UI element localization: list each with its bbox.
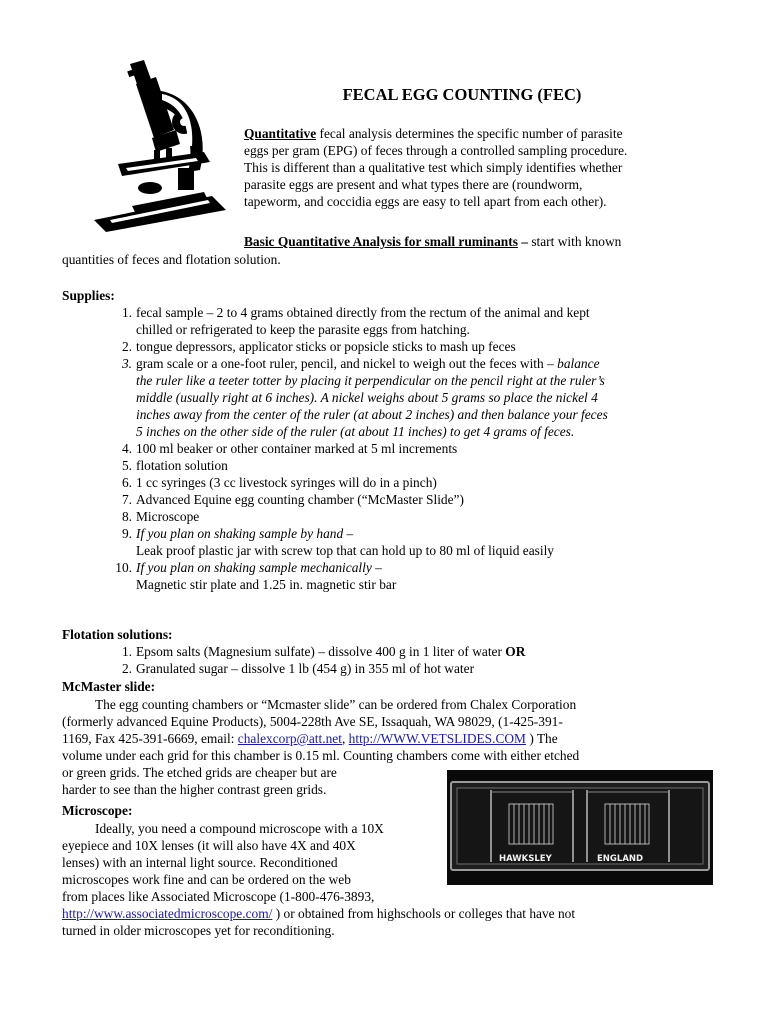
item-text-italic: If you plan on shaking sample by hand – [136,526,354,541]
item-text: fecal sample – 2 to 4 grams obtained directly from the rectum of the animal and kept [136,305,590,320]
item-number: 1. [121,305,132,320]
list-item [62,440,702,457]
paragraph-line: Ideally, you need a compound microscope with a 10X [95,821,384,836]
list-item [62,643,702,660]
item-number: 7. [121,492,132,507]
paragraph-line: eyepiece and 10X lenses (it will also have 4X and 40X [62,838,356,853]
item-text: Magnetic stir plate and 1.25 in. magnetic stir bar [136,577,397,592]
item-text: Advanced Equine egg counting chamber (“McMaster Slide”) [136,492,464,507]
item-number: 3. [121,356,132,371]
microscope-heading: Microscope: [62,803,133,818]
list-item [62,508,702,525]
paragraph-line: microscopes work fine and can be ordered on the web [62,872,351,887]
email-link[interactable]: chalexcorp@att.net [237,731,342,746]
associated-microscope-link[interactable]: http://www.associatedmicroscope.com/ [62,906,273,921]
paragraph-line: ) The [525,731,558,746]
item-text: gram scale or a one-foot ruler, pencil, and nickel to weigh out the feces with – [136,356,558,371]
item-text: flotation solution [136,458,228,473]
list-item [62,660,702,677]
paragraph-line: turned in older microscopes yet for reconditioning. [62,923,335,938]
basic-dash: – [517,234,532,249]
list-item [62,457,702,474]
vetslides-link[interactable]: http://WWW.VETSLIDES.COM [348,731,526,746]
list-item [62,304,702,338]
item-text: tongue depressors, applicator sticks or popsicle sticks to mash up feces [136,339,516,354]
basic-rest: start with known [531,234,622,249]
item-number: 2. [121,661,132,676]
paragraph-line: lenses) with an internal light source. Reconditioned [62,855,338,870]
page-title: FECAL EGG COUNTING (FEC) [342,85,582,104]
item-text: 1 cc syringes (3 cc livestock syringes will do in a pinch) [136,475,437,490]
supplies-list [62,304,702,593]
item-text-italic: inches away from the center of the ruler (at about 2 inches) and then balance your feces [136,407,608,422]
item-text-italic: balance [557,356,600,371]
intro-line: eggs per gram (EPG) of feces through a controlled sampling procedure. [244,143,628,158]
list-item [62,491,702,508]
item-number: 6. [121,475,132,490]
paragraph-line: or green grids. The etched grids are cheaper but are [62,765,337,780]
basic-analysis-heading: Basic Quantitative Analysis for small ruminants [244,234,518,249]
basic-analysis-continuation: quantities of feces and flotation solution. [62,252,281,267]
intro-paragraph [244,125,714,210]
intro-line: tapeworm, and coccidia eggs are easy to tell apart from each other). [244,194,607,209]
intro-line: parasite eggs are present and what types there are (roundworm, [244,177,583,192]
item-number: 2. [121,339,132,354]
item-text-italic: middle (usually right at 6 inches). A nickel weighs about 5 grams so place the nickel 4 [136,390,598,405]
flotation-list [62,643,702,677]
intro-line: This is different than a qualitative test which simply identifies whether [244,160,623,175]
item-text-italic: the ruler like a teeter totter by placing it perpendicular on the pencil right at the ruler’s [136,373,605,388]
intro-line: fecal analysis determines the specific number of parasite [316,126,623,141]
slide-label-right: ENGLAND [597,854,644,864]
paragraph-line: 1169, Fax 425-391-6669, email: [62,731,238,746]
paragraph-line: from places like Associated Microscope (1-800-476-3893, [62,889,375,904]
item-text: 100 ml beaker or other container marked at 5 ml increments [136,441,458,456]
item-text: Microscope [136,509,200,524]
item-number: 1. [121,644,132,659]
intro-lead: Quantitative [244,126,317,141]
flotation-heading: Flotation solutions: [62,627,173,642]
item-number: 10. [115,560,132,575]
paragraph-line: volume under each grid for this chamber is 0.15 ml. Counting chambers come with either etched [62,748,580,763]
item-text: Granulated sugar – dissolve 1 lb (454 g) in 355 ml of hot water [136,661,475,676]
mcmaster-heading: McMaster slide: [62,679,156,694]
list-item [62,559,702,593]
item-text: chilled or refrigerated to keep the parasite eggs from hatching. [136,322,470,337]
mcmaster-slide-photo [447,770,713,885]
basic-analysis-heading-line [244,233,704,250]
item-number: 8. [121,509,132,524]
list-item [62,338,702,355]
supplies-heading: Supplies: [62,288,115,303]
paragraph-line: ) or obtained from highschools or colleges that have not [272,906,576,921]
item-number: 5. [121,458,132,473]
item-text: Leak proof plastic jar with screw top that can hold up to 80 ml of liquid easily [136,543,554,558]
item-text-bold: OR [505,644,526,659]
item-number: 4. [121,441,132,456]
item-text-italic: If you plan on shaking sample mechanically – [136,560,382,575]
paragraph-line: (formerly advanced Equine Products), 5004-228th Ave SE, Issaquah, WA 98029, (1-425-391- [62,714,563,729]
list-item [62,474,702,491]
item-number: 9. [121,526,132,541]
paragraph-line: The egg counting chambers or “Mcmaster slide” can be ordered from Chalex Corporation [95,697,577,712]
item-text-italic: 5 inches on the other side of the ruler (at about 11 inches) to get 4 grams of feces. [136,424,575,439]
list-item [62,525,702,559]
item-text: Epsom salts (Magnesium sulfate) – dissolve 400 g in 1 liter of water [136,644,506,659]
separator: , [341,731,349,746]
paragraph-line: harder to see than the higher contrast green grids. [62,782,327,797]
slide-label-left: HAWKSLEY [499,854,552,864]
list-item [62,355,702,440]
